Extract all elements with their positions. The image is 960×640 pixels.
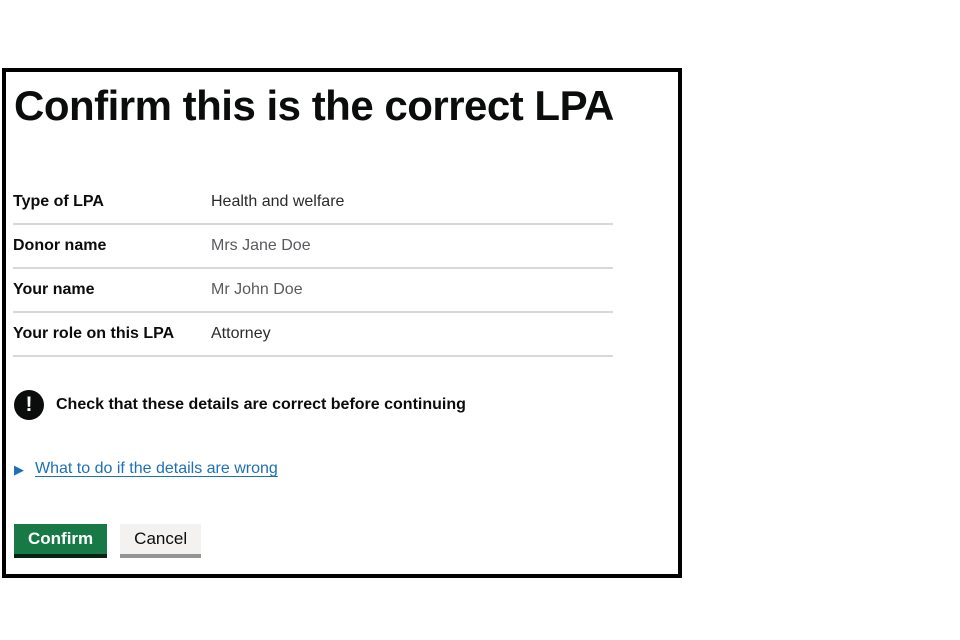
summary-value: Mrs Jane Doe [211,237,311,254]
summary-list [13,181,613,357]
summary-row-your-role [13,313,613,357]
summary-label: Your name [13,281,95,298]
details-disclosure[interactable] [14,460,278,478]
summary-row-type-of-lpa [13,181,613,225]
confirm-button[interactable]: Confirm [14,524,107,554]
details-summary-link[interactable]: What to do if the details are wrong [35,460,278,477]
page-title: Confirm this is the correct LPA [14,82,614,129]
summary-value: Attorney [211,325,271,342]
summary-label: Your role on this LPA [13,325,175,342]
warning-note [14,390,466,420]
summary-row-donor-name [13,225,613,269]
triangle-right-icon: ▶ [14,461,24,477]
action-buttons [14,524,201,554]
cancel-button[interactable]: Cancel [120,524,201,554]
lpa-confirmation-panel [2,68,682,578]
summary-row-your-name [13,269,613,313]
summary-label: Donor name [13,237,107,254]
summary-label: Type of LPA [13,193,104,210]
exclamation-icon: ! [14,390,44,420]
summary-value: Mr John Doe [211,281,303,298]
summary-value: Health and welfare [211,193,345,210]
warning-text: Check that these details are correct before continuing [56,396,466,413]
